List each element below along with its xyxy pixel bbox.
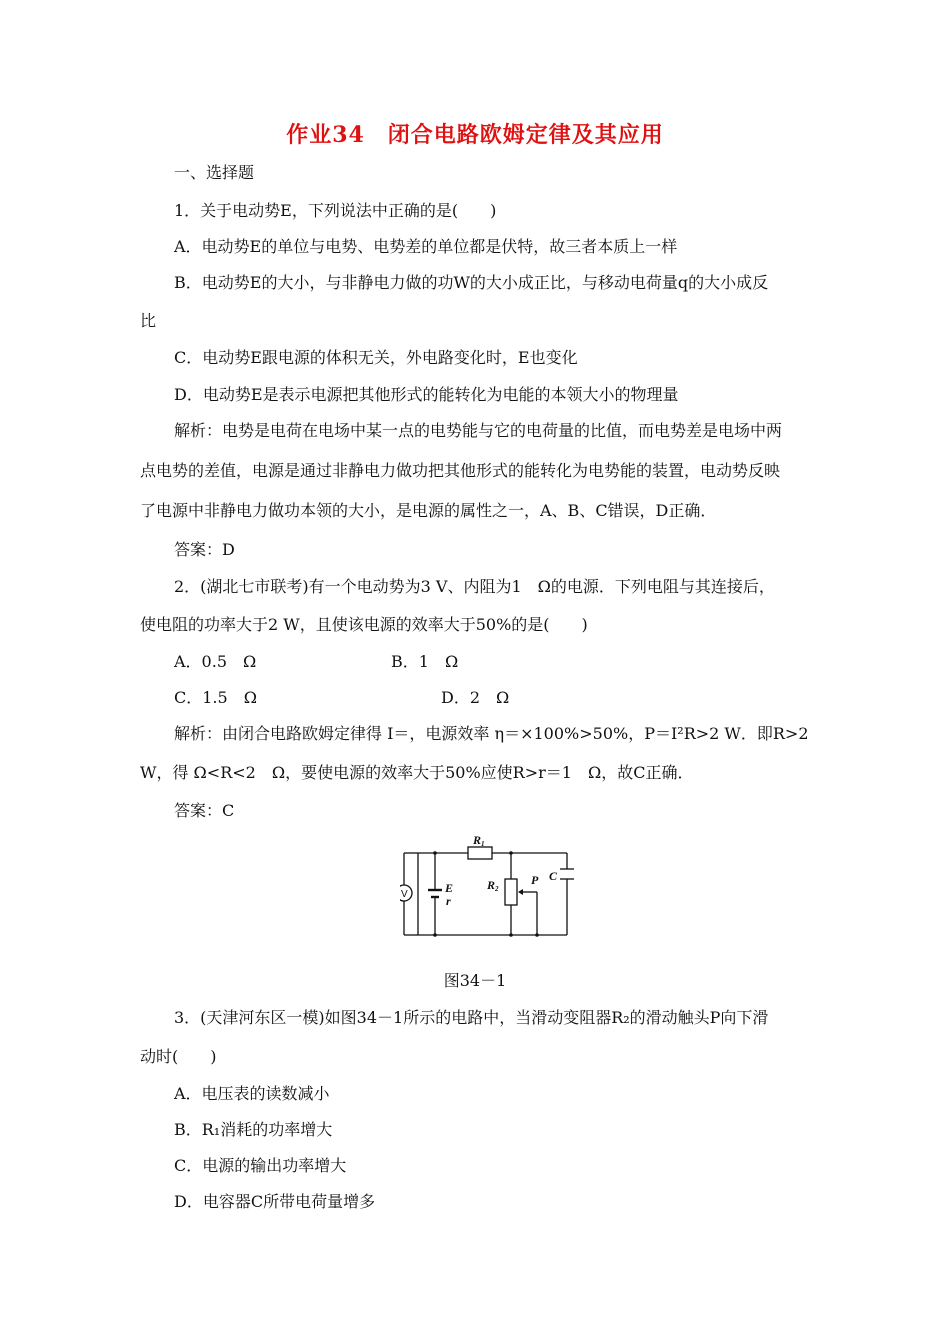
q2-analysis: 解析：由闭合电路欧姆定律得 I＝，电源效率 η＝×100%>50%，P＝I²R>2 W．即R>2 (174, 724, 809, 743)
page-title: 作业34 闭合电路欧姆定律及其应用 (286, 122, 664, 148)
q1-stem: 1．关于电动势E，下列说法中正确的是( ) (174, 201, 497, 220)
section-heading: 一、选择题 (174, 163, 255, 182)
q1-analysis-cont2: 了电源中非静电力做功本领的大小，是电源的属性之一，A、B、C错误，D正确． (140, 501, 717, 520)
q1-answer: 答案：D (174, 540, 235, 559)
q2-option-b: B．1 Ω (391, 652, 459, 671)
q1-analysis-cont: 点电势的差值，电源是通过非静电力做功把其他形式的能转化为电势能的装置，电动势反映 (140, 461, 781, 480)
q3-option-a: A．电压表的读数减小 (174, 1084, 330, 1103)
q1-option-c: C．电动势E跟电源的体积无关，外电路变化时，E也变化 (174, 348, 578, 367)
q2-option-d: D．2 Ω (441, 688, 510, 707)
q3-option-d: D．电容器C所带电荷量增多 (174, 1192, 376, 1211)
q2-analysis-cont: W，得 Ω<R<2 Ω，要使电源的效率大于50%应使R>r＝1 Ω，故C正确． (140, 763, 694, 782)
q3-stem: 3．(天津河东区一模)如图34－1所示的电路中，当滑动变阻器R₂的滑动触头P向下滑 (174, 1008, 769, 1027)
q1-option-d: D．电动势E是表示电源把其他形式的能转化为电能的本领大小的物理量 (174, 385, 679, 404)
q3-option-b: B．R₁消耗的功率增大 (174, 1120, 333, 1139)
circuit-diagram (400, 835, 575, 945)
q1-option-b-cont: 比 (140, 311, 157, 330)
label-e: E (445, 881, 454, 895)
q2-stem: 2．(湖北七市联考)有一个电动势为3 V、内阻为1 Ω的电源．下列电阻与其连接后， (174, 577, 775, 596)
voltmeter-icon: V (401, 889, 408, 900)
q2-answer: 答案：C (174, 801, 235, 820)
q2-option-a: A．0.5 Ω (174, 652, 257, 671)
q1-option-a: A．电动势E的单位与电势、电势差的单位都是伏特，故三者本质上一样 (174, 237, 678, 256)
label-r2: R2 (487, 878, 499, 893)
q1-analysis: 解析：电势是电荷在电场中某一点的电势能与它的电荷量的比值，而电势差是电场中两 (174, 421, 783, 440)
q3-option-c: C．电源的输出功率增大 (174, 1156, 347, 1175)
q2-option-c: C．1.5 Ω (174, 688, 257, 707)
label-c: C (549, 869, 558, 883)
figure-caption: 图34－1 (443, 971, 507, 990)
label-p: P (531, 873, 539, 887)
label-r: r (446, 894, 451, 908)
q3-stem-cont: 动时( ) (140, 1047, 217, 1066)
q2-stem-cont: 使电阻的功率大于2 W，且使该电源的效率大于50%的是( ) (140, 615, 588, 634)
q1-option-b: B．电动势E的大小，与非静电力做的功W的大小成正比，与移动电荷量q的大小成反 (174, 273, 769, 292)
label-r1: R1 (473, 835, 485, 848)
